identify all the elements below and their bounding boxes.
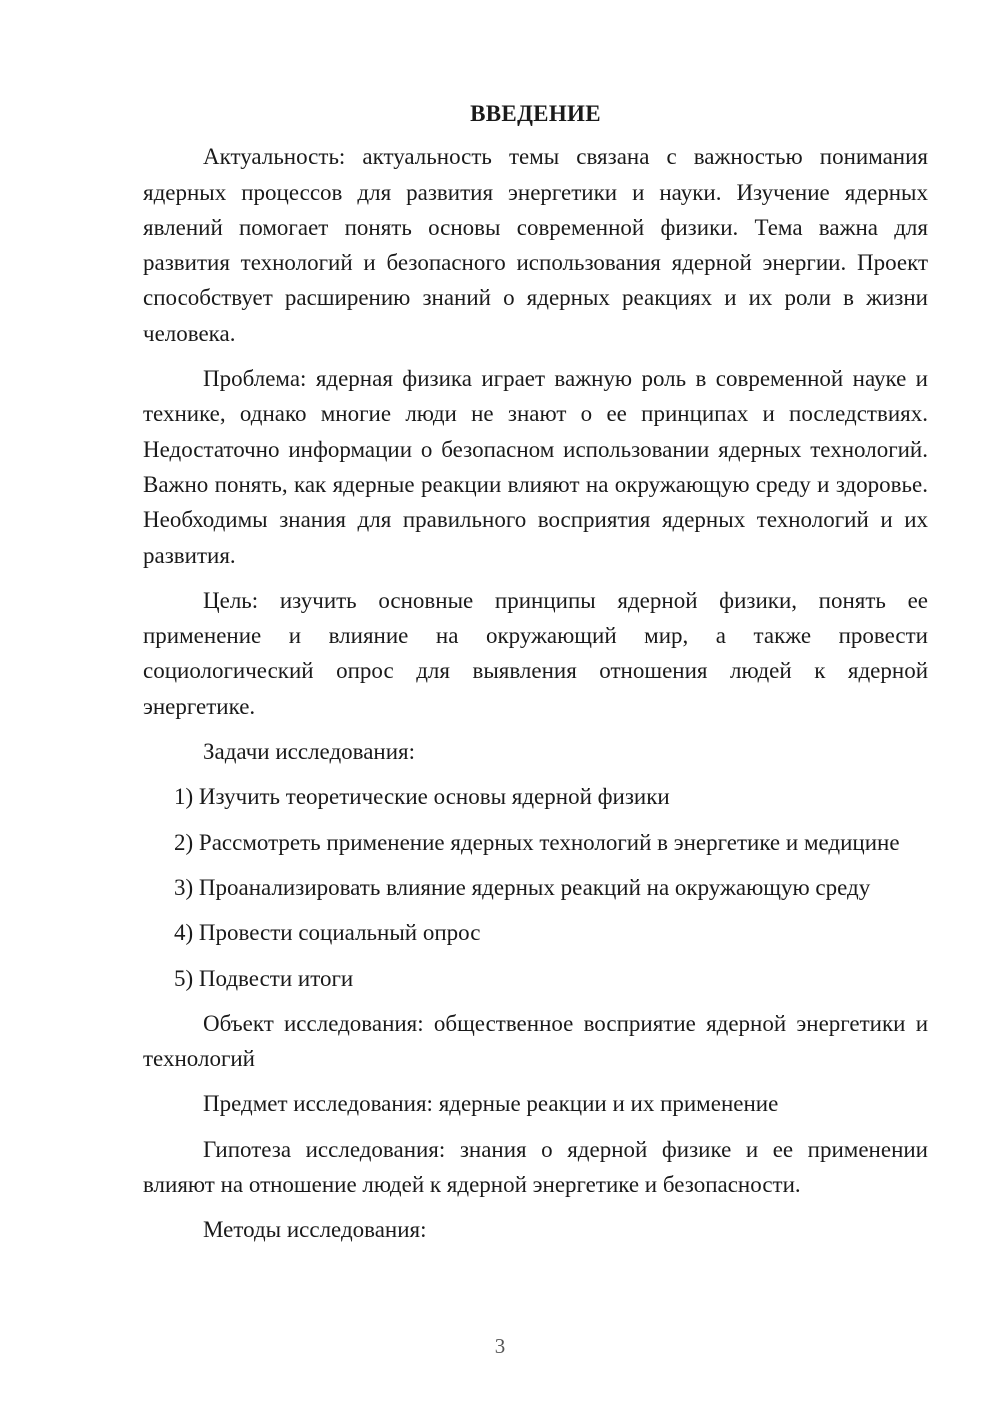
tasks-heading: Задачи исследования: [203,739,416,765]
document-page [143,96,928,1258]
page-number: 3 [494,1334,506,1358]
object-paragraph: Объект исследования: общественное восприятие ядерной энергетики и технологий [143,1010,928,1072]
task-item-4: 4) Провести социальный опрос [174,920,481,946]
task-item-2: 2) Рассмотреть применение ядерных технологий в энергетике и медицине [174,829,900,855]
methods-heading: Методы исследования: [203,1217,427,1243]
hypothesis-paragraph: Гипотеза исследования: знания о ядерной физике и ее применении влияют на отношение людей к ядерной энергетике и безопасности. [143,1136,928,1198]
page-title: ВВЕДЕНИЕ [470,101,601,126]
problem-paragraph: Проблема: ядерная физика играет важную роль в современной науке и технике, однако многие люди не знают о ее принципах и последствиях. Недостаточно информации о безопасном использовании ядерных технологий. Важно понять, как ядерные реакции влияют на окружающую среду и здоровье. Необходимы знания для правильного восприятия ядерных технологий и их развития. [143,366,928,568]
task-item-5: 5) Подвести итоги [174,965,354,991]
task-item-3: 3) Проанализировать влияние ядерных реакций на окружающую среду [174,874,871,900]
subject-paragraph: Предмет исследования: ядерные реакции и их применение [203,1091,779,1117]
task-item-1: 1) Изучить теоретические основы ядерной физики [174,784,670,810]
goal-paragraph: Цель: изучить основные принципы ядерной физики, понять ее применение и влияние на окружающий мир, а также провести социологический опрос для выявления отношения людей к ядерной энергетике. [143,587,928,719]
relevance-paragraph: Актуальность: актуальность темы связана с важностью понимания ядерных процессов для развития энергетики и науки. Изучение ядерных явлений помогает понять основы современной физики. Тема важна для развития технологий и безопасного использования ядерной энергии. Проект способствует расширению знаний о ядерных реакциях и их роли в жизни человека. [143,144,928,346]
